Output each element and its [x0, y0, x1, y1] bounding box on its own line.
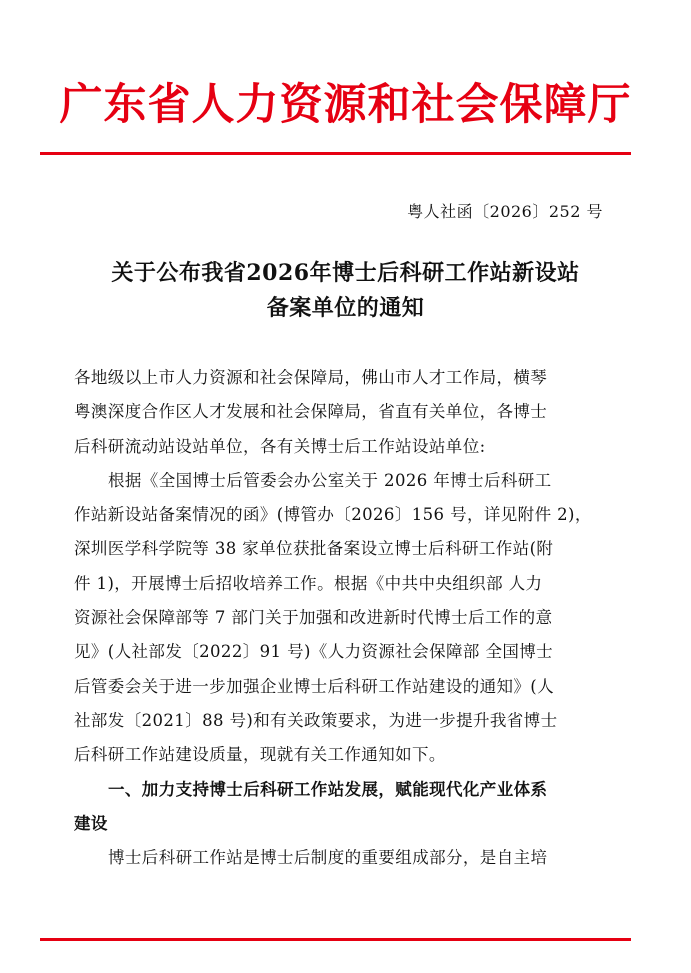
document-body [74, 361, 614, 875]
section-heading: 一、加力支持博士后科研工作站发展，赋能现代化产业体系 [108, 779, 548, 799]
body-line-paragraph: 深圳医学科学院等 38 家单位获批备案设立博士后科研工作站(附 [74, 539, 554, 559]
section-heading: 建设 [74, 813, 108, 833]
document-title [40, 256, 651, 326]
document-title-line: 备案单位的通知 [266, 295, 425, 321]
body-line-paragraph: 后管委会关于进一步加强企业博士后科研工作站建设的通知》(人 [74, 676, 555, 696]
header-red-rule [40, 152, 631, 155]
document-title-line: 关于公布我省2026年博士后科研工作站新设站 [111, 260, 580, 286]
body-line-addressee: 后科研流动站设站单位，各有关博士后工作站设站单位: [74, 436, 486, 456]
body-line-paragraph: 件 1)，开展博士后招收培养工作。根据《中共中央组织部 人力 [74, 573, 543, 593]
body-line-paragraph: 社部发〔2021〕88 号)和有关政策要求，为进一步提升我省博士 [74, 710, 558, 730]
body-line-paragraph: 资源社会保障部等 7 部门关于加强和改进新时代博士后工作的意 [74, 608, 553, 628]
document-number: 粤人社函〔2026〕252 号 [407, 202, 603, 221]
body-line-addressee: 粤澳深度合作区人才发展和社会保障局，省直有关单位，各博士 [74, 402, 548, 422]
body-line-paragraph: 后科研工作站建设质量，现就有关工作通知如下。 [74, 745, 446, 765]
footer-red-rule [40, 938, 631, 941]
body-line-paragraph: 见》(人社部发〔2022〕91 号)《人力资源社会保障部 全国博士 [74, 642, 554, 662]
agency-header-title: 广东省人力资源和社会保障厅 [59, 80, 632, 130]
body-line-paragraph: 博士后科研工作站是博士后制度的重要组成部分，是自主培 [108, 848, 548, 868]
body-line-addressee: 各地级以上市人力资源和社会保障局，佛山市人才工作局，横琴 [74, 368, 548, 387]
body-line-paragraph: 作站新设站备案情况的函》(博管办〔2026〕156 号，详见附件 2)， [74, 505, 592, 525]
body-line-paragraph: 根据《全国博士后管委会办公室关于 2026 年博士后科研工 [108, 470, 552, 490]
